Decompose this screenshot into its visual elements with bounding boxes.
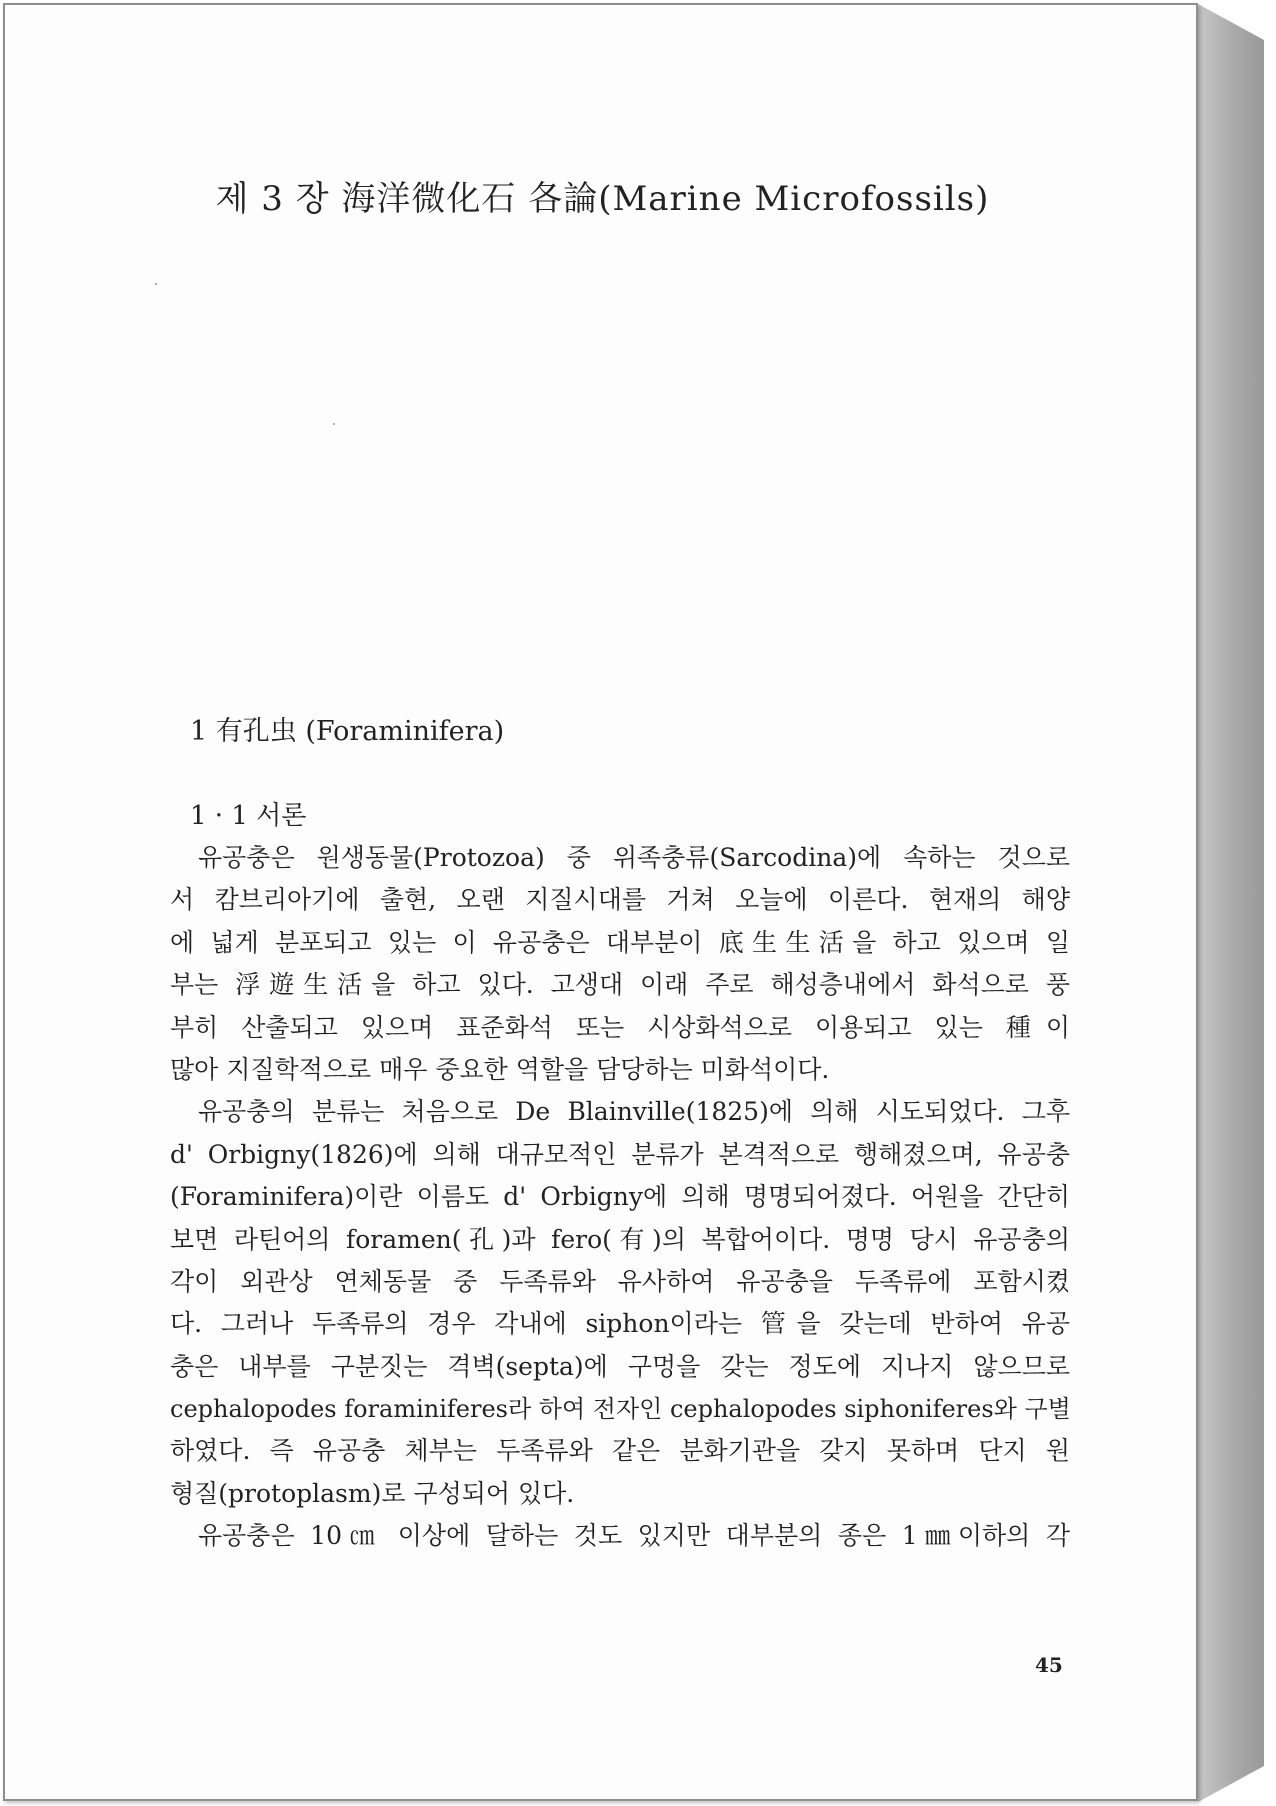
text-line: 많아 지질학적으로 매우 중요한 역할을 담당하는 미화석이다. (170, 1054, 830, 1084)
text-line: 형질(protoplasm)로 구성되어 있다. (170, 1478, 575, 1508)
text-line: 부는 浮遊生活을 하고 있다. 고생대 이래 주로 해성층내에서 화석으로 풍 (170, 970, 1070, 1000)
book-page (3, 3, 1198, 1801)
chapter-title: 제 3 장 海洋微化石 各論(Marine Microfossils) (215, 179, 990, 219)
body-text (170, 837, 1070, 1558)
scan-speck (333, 423, 335, 425)
page-number: 45 (1035, 1653, 1063, 1677)
scan-speck (155, 283, 157, 285)
text-line: 충은 내부를 구분짓는 격벽(septa)에 구멍을 갖는 정도에 지나지 않으므로 (170, 1351, 1070, 1381)
text-line: 하였다. 즉 유공충 체부는 두족류와 같은 분화기관을 갖지 못하며 단지 원 (170, 1436, 1070, 1466)
text-line: cephalopodes foraminiferes라 하여 전자인 cephalopodes siphoniferes와 구별 (170, 1395, 1071, 1424)
text-line: 유공충은 원생동물(Protozoa) 중 위족충류(Sarcodina)에 속하는 것으로 (198, 843, 1070, 872)
text-line: 서 캄브리아기에 출현, 오랜 지질시대를 거쳐 오늘에 이른다. 현재의 해양 (170, 885, 1070, 915)
text-line: 유공충은 10㎝ 이상에 달하는 것도 있지만 대부분의 종은 1㎜이하의 각 (198, 1521, 1070, 1551)
text-line: 보면 라틴어의 foramen(孔)과 fero(有)의 복합어이다. 명명 당시 유공충의 (170, 1224, 1070, 1254)
page-stack-edge (1198, 4, 1264, 1802)
section-title: 1 有孔虫 (Foraminifera) (190, 716, 505, 747)
text-line: d' Orbigny(1826)에 의해 대규모적인 분류가 본격적으로 행해졌으며, 유공충 (170, 1139, 1070, 1169)
text-line: (Foraminifera)이란 이름도 d' Orbigny에 의해 명명되어졌다. 어원을 간단히 (170, 1182, 1070, 1212)
text-line: 에 넓게 분포되고 있는 이 유공충은 대부분이 底生生活을 하고 있으며 일 (170, 927, 1070, 957)
text-line: 유공충의 분류는 처음으로 De Blainville(1825)에 의해 시도되었다. 그후 (198, 1097, 1070, 1127)
text-line: 각이 외관상 연체동물 중 두족류와 유사하여 유공충을 두족류에 포함시켰 (170, 1266, 1070, 1296)
subsection-title: 1 · 1 서론 (190, 801, 307, 831)
text-line: 다. 그러나 두족류의 경우 각내에 siphon이라는 管을 갖는데 반하여 유공 (170, 1309, 1070, 1339)
text-line: 부히 산출되고 있으며 표준화석 또는 시상화석으로 이용되고 있는 種이 (170, 1012, 1070, 1042)
